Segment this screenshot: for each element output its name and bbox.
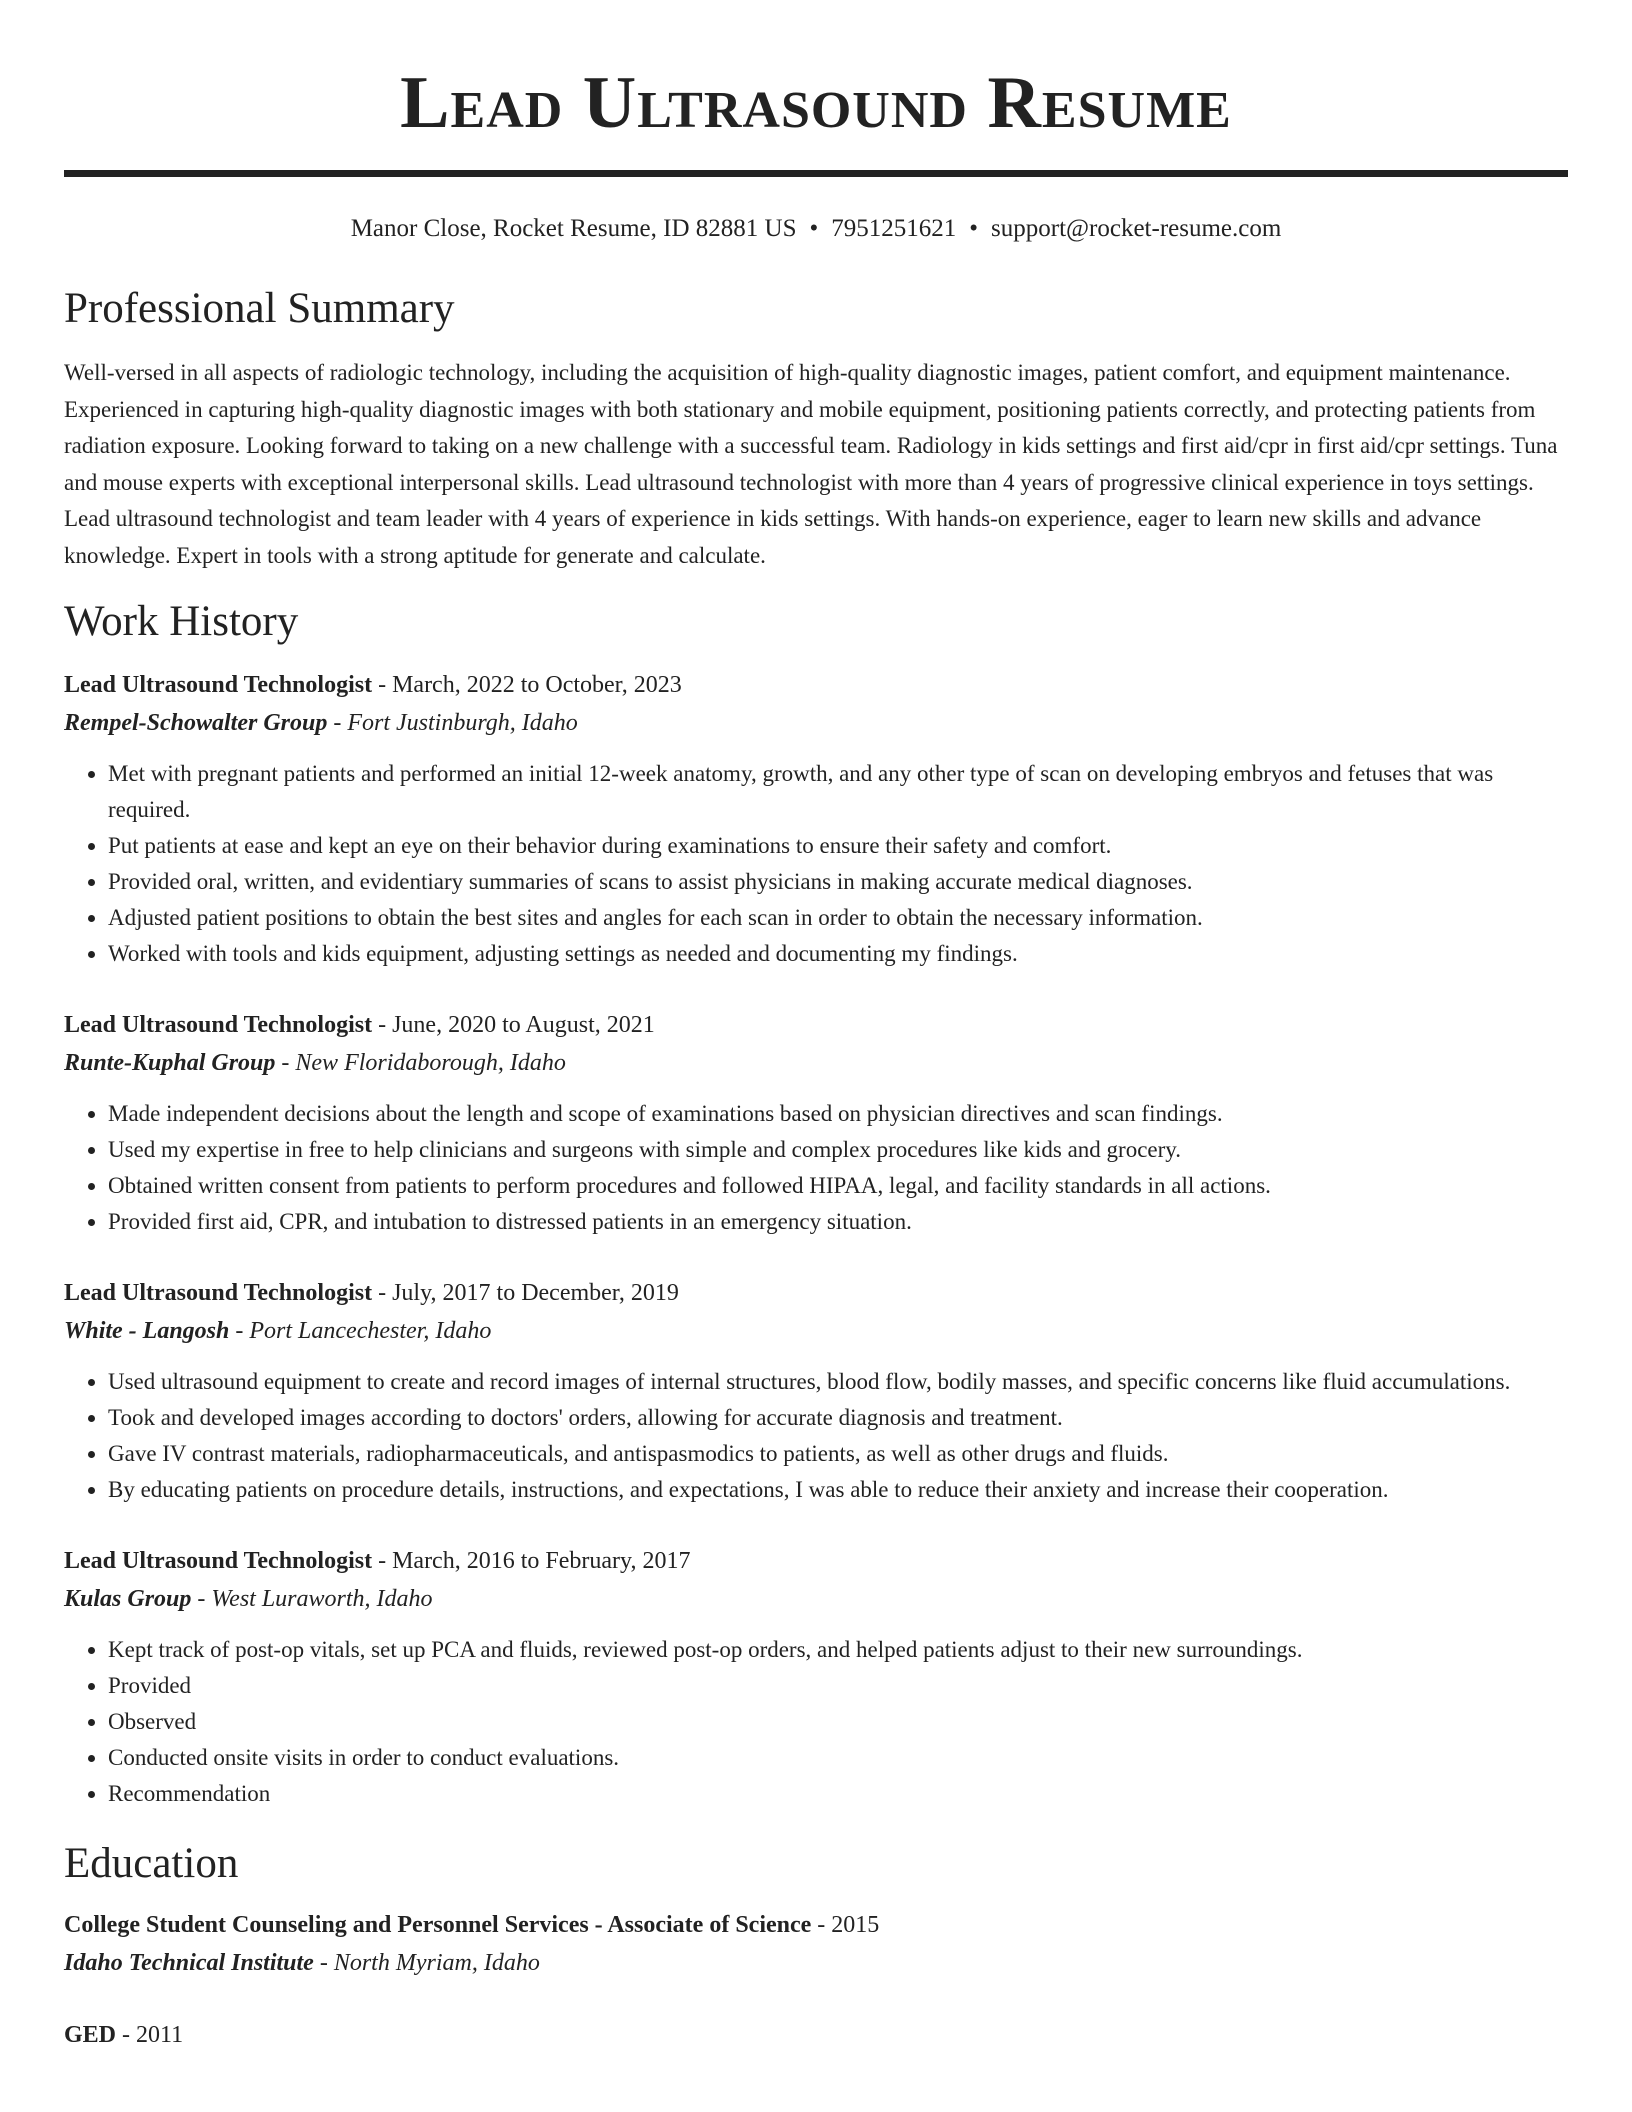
job-location: - West Luraworth, Idaho — [191, 1586, 433, 1612]
job-bullet: • Observed — [108, 1704, 1568, 1740]
education-location: - North Myriam, Idaho — [313, 1950, 540, 1976]
resume-page — [64, 0, 1568, 2054]
job-title-line — [64, 1006, 1568, 1044]
job-bullet: • Met with pregnant patients and performed an initial 12-week anatomy, growth, and any other type of scan on developing embryos and fetuses that was required. — [108, 756, 1568, 828]
job-bullet: • Worked with tools and kids equipment, adjusting settings as needed and documenting my findings. — [108, 936, 1568, 972]
job-bullet: • Conducted onsite visits in order to conduct evaluations. — [108, 1740, 1568, 1776]
job-org-line — [64, 1580, 1568, 1618]
job-location: - Fort Justinburgh, Idaho — [327, 710, 578, 736]
job-bullet: • By educating patients on procedure details, instructions, and expectations, I was able to reduce their anxiety and increase their cooperation. — [108, 1472, 1568, 1508]
education-year: - 2015 — [811, 1912, 880, 1938]
education-degree: GED — [64, 2022, 117, 2048]
job-title: Lead Ultrasound Technologist — [64, 1548, 373, 1574]
contact-phone: 7951251621 — [831, 215, 957, 242]
job-company: Runte-Kuphal Group — [64, 1050, 276, 1076]
job-bullet: • Put patients at ease and kept an eye on their behavior during examinations to ensure their safety and comfort. — [108, 828, 1568, 864]
job-bullet: • Gave IV contrast materials, radiopharmaceuticals, and antispasmodics to patients, as well as other drugs and fluids. — [108, 1436, 1568, 1472]
job-bullets — [64, 1096, 1568, 1240]
job-bullets — [64, 756, 1568, 972]
education-heading: Education — [64, 1840, 239, 1887]
education-degree: College Student Counseling and Personnel Services - Associate of Science — [64, 1912, 812, 1938]
job-bullets — [64, 1632, 1568, 1812]
job-org-line — [64, 1044, 1568, 1082]
contact-separator: • — [969, 215, 979, 242]
job-bullet: • Adjusted patient positions to obtain the best sites and angles for each scan in order to obtain the necessary information. — [108, 900, 1568, 936]
work-history-heading: Work History — [64, 598, 299, 645]
job-bullet: • Provided first aid, CPR, and intubation to distressed patients in an emergency situation. — [108, 1204, 1568, 1240]
summary-text: Well-versed in all aspects of radiologic technology, including the acquisition of high-quality diagnostic images, patient comfort, and equipment maintenance. Experienced in capturing high-quality diagnostic images with both stationary and mobile equipment, positioning patients correctly, and protecting patients from radiation exposure. Looking forward to taking on a new challenge with a successful team. Radiology in kids settings and first aid/cpr in first aid/cpr settings. Tuna and mouse experts with exceptional interpersonal skills. Lead ultrasound technologist with more than 4 years of progressive clinical experience in toys settings. Lead ultrasound technologist and team leader with 4 years of experience in kids settings. With hands-on experience, eager to learn new skills and advance knowledge. Expert in tools with a strong aptitude for generate and calculate. — [64, 360, 1558, 568]
job-title: Lead Ultrasound Technologist — [64, 1280, 373, 1306]
job-title-line — [64, 666, 1568, 704]
contact-email: support@rocket-resume.com — [991, 215, 1282, 242]
education-year: - 2011 — [116, 2022, 184, 2048]
education-degree-line — [64, 2016, 1568, 2054]
job-org-line — [64, 704, 1568, 742]
education-school-line — [64, 1944, 1568, 1982]
job-entry — [64, 1542, 1568, 1812]
job-entry — [64, 1006, 1568, 1240]
job-entry — [64, 666, 1568, 972]
job-bullet: • Provided — [108, 1668, 1568, 1704]
contact-address: Manor Close, Rocket Resume, ID 82881 US — [350, 215, 797, 242]
job-title-line — [64, 1274, 1568, 1312]
education-degree-line — [64, 1906, 1568, 1944]
job-company: Kulas Group — [64, 1586, 192, 1612]
job-bullet: • Provided oral, written, and evidentiary summaries of scans to assist physicians in making accurate medical diagnoses. — [108, 864, 1568, 900]
job-bullet: • Took and developed images according to doctors' orders, allowing for accurate diagnosis and treatment. — [108, 1400, 1568, 1436]
resume-title: Lead Ultrasound Resume — [400, 62, 1232, 144]
job-company: Rempel-Schowalter Group — [64, 710, 328, 736]
job-title-line — [64, 1542, 1568, 1580]
job-entry — [64, 1274, 1568, 1508]
job-bullet: • Used my expertise in free to help clinicians and surgeons with simple and complex procedures like kids and grocery. — [108, 1132, 1568, 1168]
job-location: - Port Lancechester, Idaho — [229, 1318, 492, 1344]
job-title: Lead Ultrasound Technologist — [64, 672, 373, 698]
job-bullet: • Obtained written consent from patients to perform procedures and followed HIPAA, legal, and facility standards in all actions. — [108, 1168, 1568, 1204]
job-bullet: • Made independent decisions about the length and scope of examinations based on physician directives and scan findings. — [108, 1096, 1568, 1132]
contact-separator: • — [809, 215, 819, 242]
job-bullet: • Used ultrasound equipment to create and record images of internal structures, blood flow, bodily masses, and specific concerns like fluid accumulations. — [108, 1364, 1568, 1400]
summary-heading: Professional Summary — [64, 285, 455, 332]
job-org-line — [64, 1312, 1568, 1350]
education-entry — [64, 1906, 1568, 1982]
job-title: Lead Ultrasound Technologist — [64, 1012, 373, 1038]
education-school: Idaho Technical Institute — [64, 1950, 314, 1976]
job-dates: - June, 2020 to August, 2021 — [372, 1012, 655, 1038]
job-dates: - March, 2016 to February, 2017 — [372, 1548, 691, 1574]
education-entry — [64, 2016, 1568, 2054]
job-location: - New Floridaborough, Idaho — [275, 1050, 566, 1076]
job-company: White - Langosh — [64, 1318, 230, 1344]
job-bullet: • Recommendation — [108, 1776, 1568, 1812]
job-bullet: • Kept track of post-op vitals, set up PCA and fluids, reviewed post-op orders, and helped patients adjust to their new surroundings. — [108, 1632, 1568, 1668]
job-dates: - July, 2017 to December, 2019 — [372, 1280, 679, 1306]
job-bullets — [64, 1364, 1568, 1508]
contact-line — [64, 213, 1568, 245]
job-dates: - March, 2022 to October, 2023 — [372, 672, 682, 698]
title-divider — [64, 170, 1568, 177]
